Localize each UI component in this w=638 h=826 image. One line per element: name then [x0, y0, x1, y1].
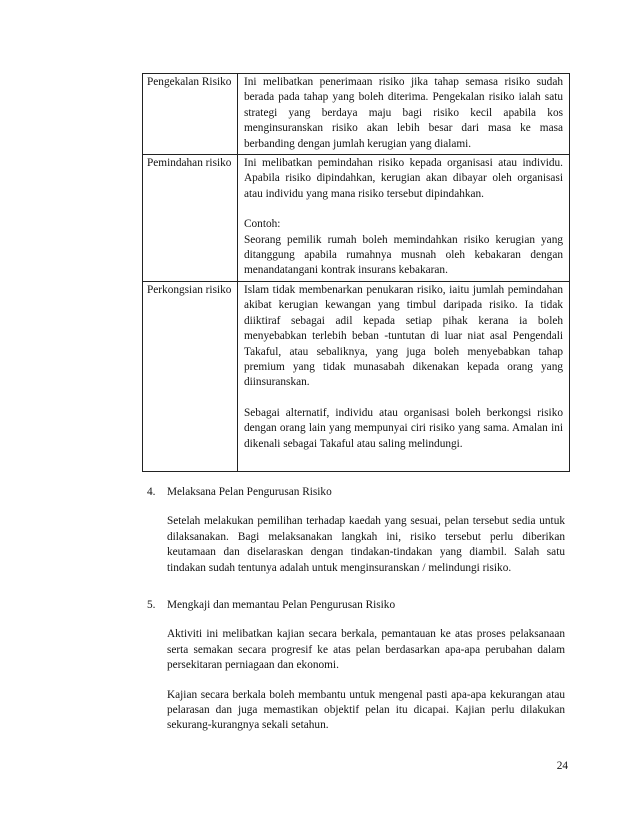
page-number: 24: [556, 760, 568, 772]
section-paragraph: Aktiviti ini melibatkan kajian secara berkala, pemantauan ke atas proses pelaksanaan serta semakan secara progresif ke atas pelan berdasarkan apa-apa perubahan dalam persekitaran perniagaan dan ekonomi.: [167, 628, 565, 672]
description-paragraph: Ini melibatkan penerimaan risiko jika tahap semasa risiko sudah berada pada tahap yang boleh diterima. Pengekalan risiko ialah satu strategi yang berdaya maju bagi risiko kecil apabila kos menginsuranskan risiko akan lebih besar dari masa ke masa berbanding dengan jumlah kerugian yang dialami.: [244, 76, 563, 150]
section-body: [167, 627, 565, 733]
section-implement-plan: [147, 485, 565, 576]
table-row: [143, 155, 570, 282]
section-number: 4.: [147, 486, 156, 498]
table-term-cell: Pengekalan Risiko: [143, 74, 238, 155]
description-paragraph: Islam tidak membenarkan penukaran risiko, iaitu jumlah pemindahan akibat kerugian kewangan yang timbul daripada risiko. Ia tidak diiktiraf sebagai adil kepada setiap pihak kerana ia boleh menyebabkan terlebih beban -tuntutan di luar niat asal Pengendali Takaful, atau sebaliknya, yang juga boleh menyebabkan tahap premium yang tidak munasabah dikenakan kepada orang yang diinsuranskan.: [244, 283, 563, 389]
section-review-monitor: [147, 598, 565, 734]
risk-strategy-table: [142, 73, 570, 472]
description-paragraph: Contoh:: [244, 218, 281, 231]
description-paragraph: Sebagai alternatif, individu atau organisasi boleh berkongsi risiko dengan orang lain yang mempunyai ciri risiko yang sama. Amalan ini dikenali sebagai Takaful atau saling melindungi.: [244, 406, 563, 450]
section-heading: [147, 598, 565, 613]
table-description-cell: [238, 281, 570, 471]
description-paragraph: Ini melibatkan pemindahan risiko kepada organisasi atau individu. Apabila risiko dipindahkan, kerugian akan dibayar oleh organisasi atau individu yang mana risiko tersebut dipindahkan.: [244, 157, 563, 200]
section-title: Mengkaji dan memantau Pelan Pengurusan Risiko: [167, 599, 396, 611]
section-paragraph: Setelah melakukan pemilihan terhadap kaedah yang sesuai, pelan tersebut sedia untuk dilaksanakan. Bagi melaksanakan langkah ini, risiko tersebut perlu diberikan keutamaan dan diselaraskan dengan tindakan-tindakan yang diambil. Salah satu tindakan sudah tentunya adalah untuk menginsuranskan / melindungi risiko.: [167, 515, 565, 574]
section-paragraph: Kajian secara berkala boleh membantu untuk mengenal pasti apa-apa kekurangan atau pelarasan dan juga memastikan objektif pelan itu dicapai. Kajian perlu dilakukan sekurang-kurangnya sekali setahun.: [167, 688, 565, 732]
section-title: Melaksana Pelan Pengurusan Risiko: [167, 486, 332, 498]
section-body: [167, 514, 565, 576]
table-description-cell: [238, 74, 570, 155]
paragraph-spacer: [244, 391, 563, 406]
paragraph-spacer: [244, 202, 563, 217]
section-number: 5.: [147, 599, 156, 611]
table-term-cell: Perkongsian risiko: [143, 281, 238, 471]
table-term-cell: Pemindahan risiko: [143, 155, 238, 282]
section-heading: [147, 485, 565, 500]
table-description-cell: [238, 155, 570, 282]
table-row: [143, 74, 570, 155]
description-paragraph: Seorang pemilik rumah boleh memindahkan risiko kerugian yang ditanggung apabila rumahnya musnah oleh kebakaran dengan menandatangani kontrak insurans kebakaran.: [244, 233, 563, 277]
table-row: [143, 281, 570, 471]
